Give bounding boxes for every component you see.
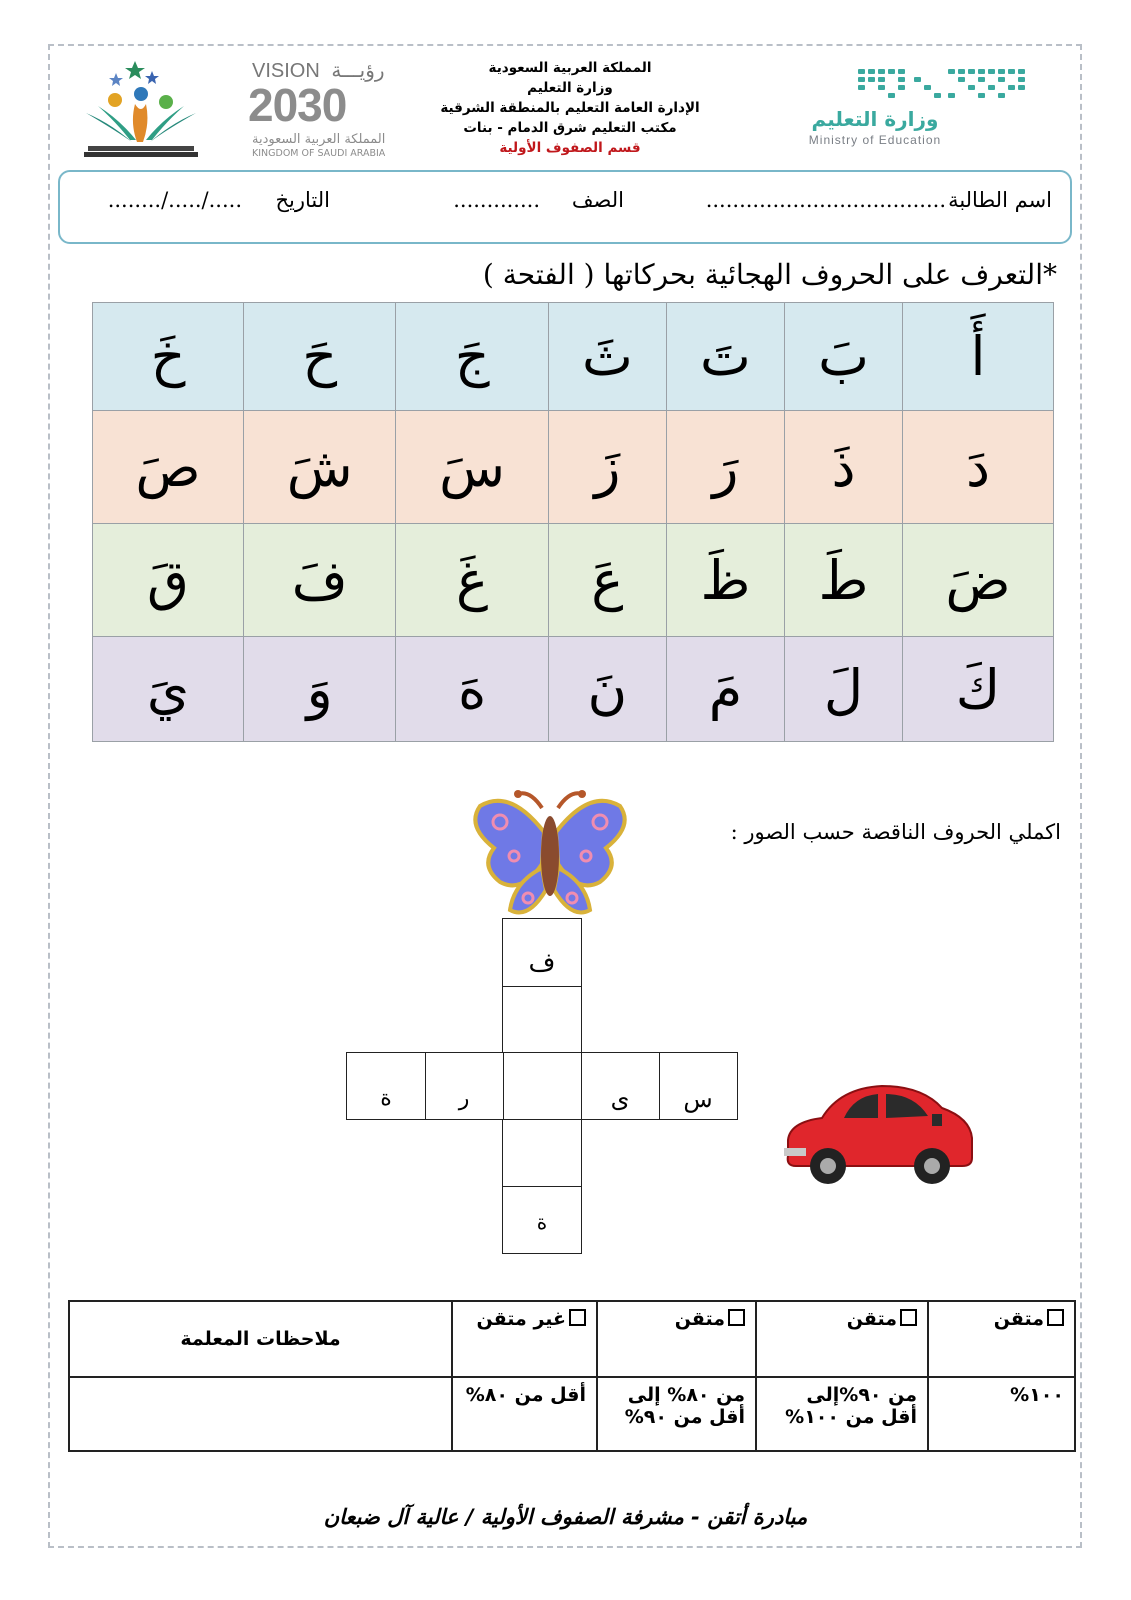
header-line-1: المملكة العربية السعودية [488, 60, 652, 76]
student-info-box [58, 170, 1072, 244]
letter-cell: دَ [903, 411, 1054, 524]
letters-row [93, 303, 1054, 411]
class-field[interactable]: ............. [453, 188, 540, 212]
header-text [430, 58, 710, 158]
vision-country-ar: المملكة العربية السعودية [252, 132, 386, 147]
class-label: الصف [571, 188, 624, 212]
footer-text: مبادرة أتقن - مشرفة الصفوف الأولية / عالية آل ضبعان [323, 1505, 808, 1529]
letter-cell: خَ [93, 303, 244, 411]
letter-cell: عَ [548, 524, 666, 637]
eval-header-label: متقن [846, 1308, 897, 1330]
vision-country-en: KINGDOM OF SAUDI ARABIA [252, 148, 386, 159]
crossword-center-cell[interactable] [502, 1052, 582, 1120]
student-name-field[interactable]: .................................... [705, 188, 946, 212]
checkbox-icon[interactable] [728, 1309, 745, 1326]
header-dept: قسم الصفوف الأولية [499, 140, 641, 156]
checkbox-icon[interactable] [900, 1309, 917, 1326]
vision-arabic: رؤيـــة [331, 60, 385, 82]
worksheet-title: *التعرف على الحروف الهجائية بحركاتها ( الفتحة ) [482, 258, 1057, 291]
header-line-2: وزارة التعليم [527, 80, 613, 96]
instruction-text: اكملي الحروف الناقصة حسب الصور : [730, 820, 1061, 844]
eval-header-label: متقن [993, 1308, 1044, 1330]
header-line-3: الإدارة العامة التعليم بالمنطقة الشرقية [440, 100, 700, 116]
letter-cell: حَ [244, 303, 396, 411]
moe-english: Ministry of Education [808, 133, 942, 147]
education-logo [80, 58, 202, 166]
header-line-4: مكتب التعليم شرق الدمام - بنات [463, 120, 677, 136]
eval-value-cell: ١٠٠% [928, 1377, 1075, 1451]
letters-row [93, 524, 1054, 637]
butterfly-image [470, 786, 630, 926]
vision-2030-logo [248, 58, 412, 162]
letter-cell: غَ [396, 524, 548, 637]
letters-row [93, 411, 1054, 524]
letter-cell: شَ [244, 411, 396, 524]
letter-cell: كَ [903, 637, 1054, 742]
car-image [782, 1078, 978, 1190]
letter-cell: تَ [666, 303, 784, 411]
letter-cell: جَ [396, 303, 548, 411]
evaluation-header-row [69, 1301, 1075, 1377]
letter-cell: مَ [666, 637, 784, 742]
letters-row [93, 637, 1054, 742]
evaluation-table [68, 1300, 1076, 1452]
eval-value-cell: أقل من ٨٠% [452, 1377, 597, 1451]
eval-header-cell [452, 1301, 597, 1377]
letter-cell: ثَ [548, 303, 666, 411]
letter-cell: أَ [903, 303, 1054, 411]
letter-cell: هَ [396, 637, 548, 742]
moe-dots-icon [858, 65, 1028, 105]
crossword-cell[interactable]: س [658, 1052, 738, 1120]
crossword-cell[interactable] [502, 1118, 582, 1188]
letter-cell: يَ [93, 637, 244, 742]
letter-cell: نَ [548, 637, 666, 742]
teacher-notes-header: ملاحظات المعلمة [69, 1301, 452, 1377]
student-name-label: اسم الطالبة [948, 188, 1052, 212]
eval-value-cell: من ٨٠% إلى أقل من ٩٠% [597, 1377, 756, 1451]
crossword-cell[interactable]: ة [346, 1052, 426, 1120]
letter-cell: طَ [784, 524, 902, 637]
eval-header-label: غير متقن [476, 1308, 566, 1330]
letter-cell: رَ [666, 411, 784, 524]
letter-cell: بَ [784, 303, 902, 411]
letter-cell: زَ [548, 411, 666, 524]
date-field[interactable]: ...../...../........ [107, 188, 242, 212]
letter-cell: ضَ [903, 524, 1054, 637]
eval-value-cell: من ٩٠%إلى أقل من ١٠٠% [756, 1377, 928, 1451]
letter-cell: صَ [93, 411, 244, 524]
crossword-cell[interactable]: ى [580, 1052, 660, 1120]
eval-header-cell [756, 1301, 928, 1377]
crossword-cell[interactable] [502, 986, 582, 1054]
letter-cell: ظَ [666, 524, 784, 637]
eval-header-cell [597, 1301, 756, 1377]
crossword-cell[interactable]: ة [502, 1186, 582, 1254]
letter-cell: قَ [93, 524, 244, 637]
eval-header-label: متقن [674, 1308, 725, 1330]
letter-cell: لَ [784, 637, 902, 742]
letter-cell: سَ [396, 411, 548, 524]
evaluation-value-row [69, 1377, 1075, 1451]
letter-cell: فَ [244, 524, 396, 637]
vision-year: 2030 [248, 79, 347, 131]
teacher-notes-field[interactable] [69, 1377, 452, 1451]
ministry-logo [790, 65, 970, 153]
vision-word: VISION [252, 60, 320, 82]
checkbox-icon[interactable] [1047, 1309, 1064, 1326]
letter-cell: ذَ [784, 411, 902, 524]
crossword-cell[interactable]: ر [424, 1052, 504, 1120]
moe-arabic: وزارة التعليم [811, 107, 939, 131]
date-label: التاريخ [275, 188, 330, 212]
eval-header-cell [928, 1301, 1075, 1377]
crossword-cell[interactable]: ف [502, 918, 582, 988]
letter-cell: وَ [244, 637, 396, 742]
checkbox-icon[interactable] [569, 1309, 586, 1326]
letters-grid [92, 302, 1054, 742]
